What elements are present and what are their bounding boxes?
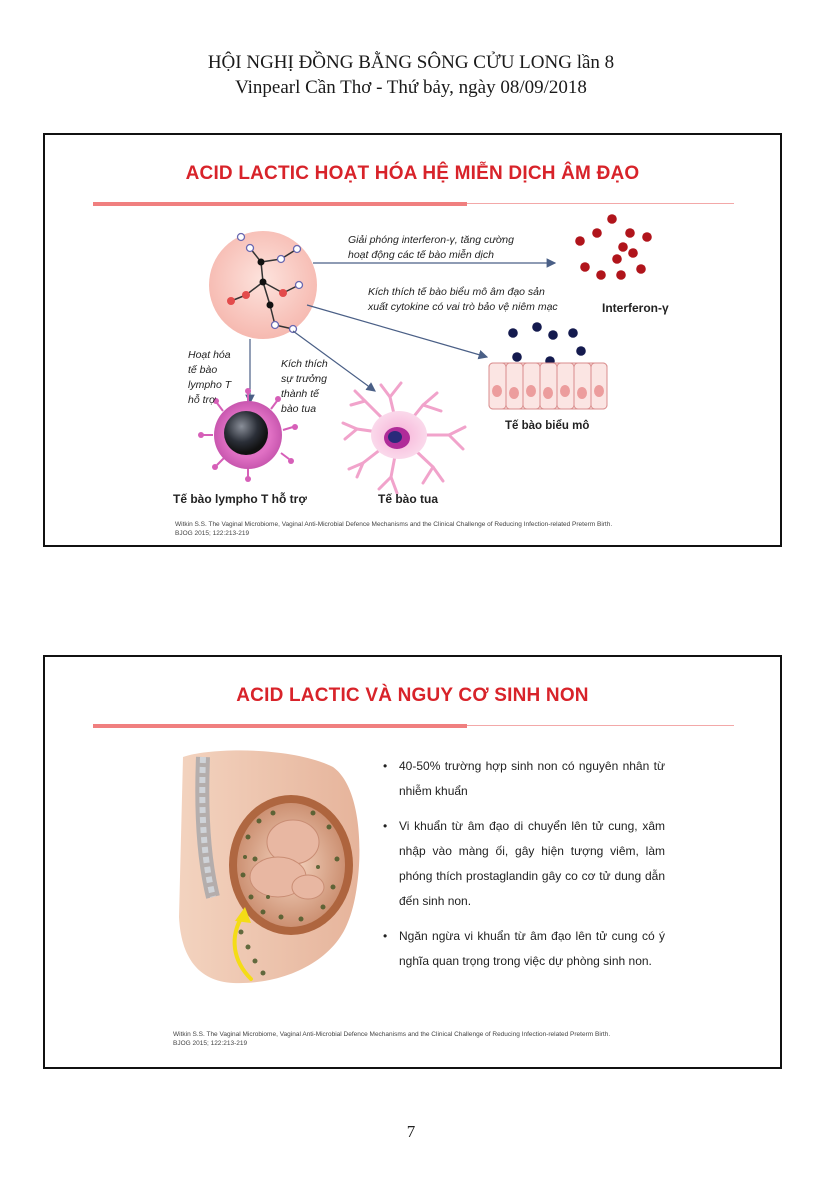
label-tcell-activation-3: lympho T — [188, 379, 232, 391]
bullet-list — [383, 754, 665, 984]
label-tcell-activation-4: hỗ trợ — [188, 394, 216, 406]
conference-header — [0, 50, 822, 100]
slide-preterm-risk — [43, 655, 782, 1069]
slide-title: ACID LACTIC HOẠT HÓA HỆ MIỄN DỊCH ÂM ĐẠO — [185, 163, 640, 184]
bullet-item: • Vi khuẩn từ âm đạo di chuyển lên tử cung, xâm nhập vào màng ối, gây hiện tượng viêm, làm phóng thích prostaglandin gây co cơ tử dung dẫn đến sinh non. — [383, 814, 665, 914]
citation — [175, 520, 612, 538]
bullet-item: • Ngăn ngừa vi khuẩn từ âm đạo lên tử cung có ý nghĩa quan trọng trong việc dự phòng sinh non. — [383, 924, 665, 974]
label-interferon-release-2: hoạt động các tế bào miễn dịch — [348, 249, 494, 261]
page-number: 7 — [406, 1122, 416, 1141]
label-t-lymphocyte: Tế bào lympho T hỗ trợ — [173, 492, 307, 506]
label-tcell-activation-1: Hoạt hóa — [188, 349, 231, 361]
label-dendritic-maturation-2: sự trưởng — [281, 373, 327, 385]
citation-line-1: Witkin S.S. The Vaginal Microbiome, Vaginal Anti-Microbial Defence Mechanisms and the Clinical Challenge of Reducing Infection-related Preterm Birth. — [173, 1031, 611, 1038]
epithelial-cells-icon — [489, 363, 607, 409]
label-dendritic-maturation-4: bào tua — [281, 403, 317, 415]
citation-line-1: Witkin S.S. The Vaginal Microbiome, Vaginal Anti-Microbial Defence Mechanisms and the Clinical Challenge of Reducing Infection-related Preterm Birth. — [175, 521, 613, 528]
label-interferon-release-1: Giải phóng interferon-γ, tăng cường — [348, 234, 514, 246]
bullet-item: • 40-50% trường hợp sinh non có nguyên nhân từ nhiễm khuẩn — [383, 754, 665, 804]
label-cytokine-2: xuất cytokine có vai trò bảo vệ niêm mạc — [368, 301, 558, 313]
citation — [173, 1030, 610, 1048]
citation-line-2: BJOG 2015; 122:213-219 — [173, 1040, 248, 1047]
label-tcell-activation-2: tế bào — [188, 364, 218, 376]
dendritic-cell-icon — [343, 383, 465, 493]
citation-line-2: BJOG 2015; 122:213-219 — [175, 530, 250, 537]
label-interferon-gamma: Interferon-γ — [602, 301, 669, 315]
conference-venue-date: Vinpearl Cần Thơ - Thứ bảy, ngày 08/09/2018 — [235, 77, 587, 98]
title-underline — [93, 724, 734, 728]
pregnancy-infection-illustration — [173, 747, 373, 997]
label-dendritic-maturation-1: Kích thích — [281, 358, 328, 370]
cytokine-icon — [508, 322, 586, 366]
slide-title: ACID LACTIC VÀ NGUY CƠ SINH NON — [236, 685, 589, 706]
lactic-acid-molecule-icon — [209, 231, 317, 339]
interferon-gamma-icon — [575, 214, 652, 280]
label-dendritic-maturation-3: thành tế — [281, 388, 319, 400]
label-dendritic-cell: Tế bào tua — [378, 492, 439, 506]
label-cytokine-1: Kích thích tế bào biểu mô âm đạo sản — [368, 286, 545, 298]
immune-diagram — [45, 135, 780, 545]
slide-immune-activation — [43, 133, 782, 547]
label-epithelial-cell: Tế bào biểu mô — [505, 420, 590, 432]
conference-title: HỘI NGHỊ ĐỒNG BẰNG SÔNG CỬU LONG lần 8 — [207, 52, 615, 73]
